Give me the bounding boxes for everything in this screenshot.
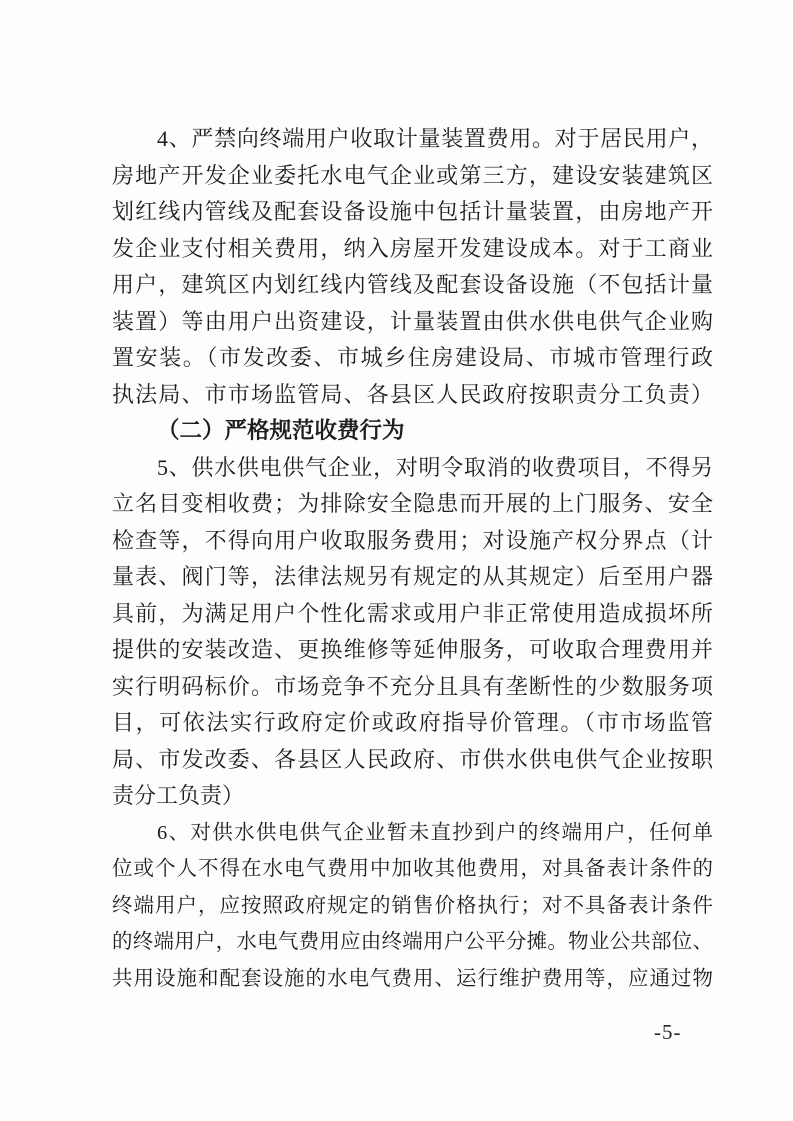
text-line: 局、市发改委、各县区人民政府、市供水供电供气企业按职 <box>112 746 713 772</box>
text-line: 房地产开发企业委托水电气企业或第三方，建设安装建筑区 <box>112 162 713 188</box>
text-line: 具前，为满足用户个性化需求或用户非正常使用造成损坏所 <box>112 600 713 626</box>
text-line: 位或个人不得在水电气费用中加收其他费用，对具备表计条件的 <box>112 858 713 880</box>
document-body <box>112 121 713 997</box>
text-line: 4、严禁向终端用户收取计量装置费用。对于居民用户， <box>157 126 713 151</box>
text-line: 执法局、市市场监管局、各县区人民政府按职责分工负责） <box>112 381 713 407</box>
section-heading <box>112 413 713 450</box>
text-line: 的终端用户，水电气费用应由终端用户公平分摊。物业公共部位、 <box>112 931 713 953</box>
page-number: -5- <box>654 1020 682 1044</box>
text-line: 6、对供水供电供气企业暂未直抄到户的终端用户，任何单 <box>157 821 713 844</box>
text-line: 共用设施和配套设施的水电气费用、运行维护费用等，应通过物 <box>112 967 713 990</box>
text-line: 检查等，不得向用户收取服务费用；对设施产权分界点（计 <box>112 527 713 553</box>
text-line: （二）严格规范收费行为 <box>157 418 405 443</box>
text-line: 划红线内管线及配套设备设施中包括计量装置，由房地产开 <box>112 199 713 224</box>
text-line: 发企业支付相关费用，纳入房屋开发建设成本。对于工商业 <box>112 235 713 261</box>
text-line: 装置）等由用户出资建设，计量装置由供水供电供气企业购 <box>112 308 713 334</box>
text-line: 用户，建筑区内划红线内管线及配套设备设施（不包括计量 <box>112 272 713 297</box>
text-line: 实行明码标价。市场竞争不充分且具有垄断性的少数服务项 <box>112 673 713 699</box>
paragraph <box>112 450 713 815</box>
paragraph <box>112 815 713 998</box>
paragraph <box>112 121 713 413</box>
text-line: 提供的安装改造、更换维修等延伸服务，可收取合理费用并 <box>112 637 713 662</box>
text-line: 目，可依法实行政府定价或政府指导价管理。（市市场监管 <box>112 710 713 735</box>
text-line: 5、供水供电供气企业，对明令取消的收费项目，不得另 <box>157 454 713 480</box>
text-line: 责分工负责） <box>112 783 245 808</box>
text-line: 终端用户，应按照政府规定的销售价格执行；对不具备表计条件 <box>112 894 713 917</box>
text-line: 置安装。（市发改委、市城乡住房建设局、市城市管理行政 <box>112 345 713 370</box>
text-line: 量表、阀门等，法律法规另有规定的从其规定）后至用户器 <box>112 564 713 589</box>
text-line: 立名目变相收费；为排除安全隐患而开展的上门服务、安全 <box>112 491 713 516</box>
